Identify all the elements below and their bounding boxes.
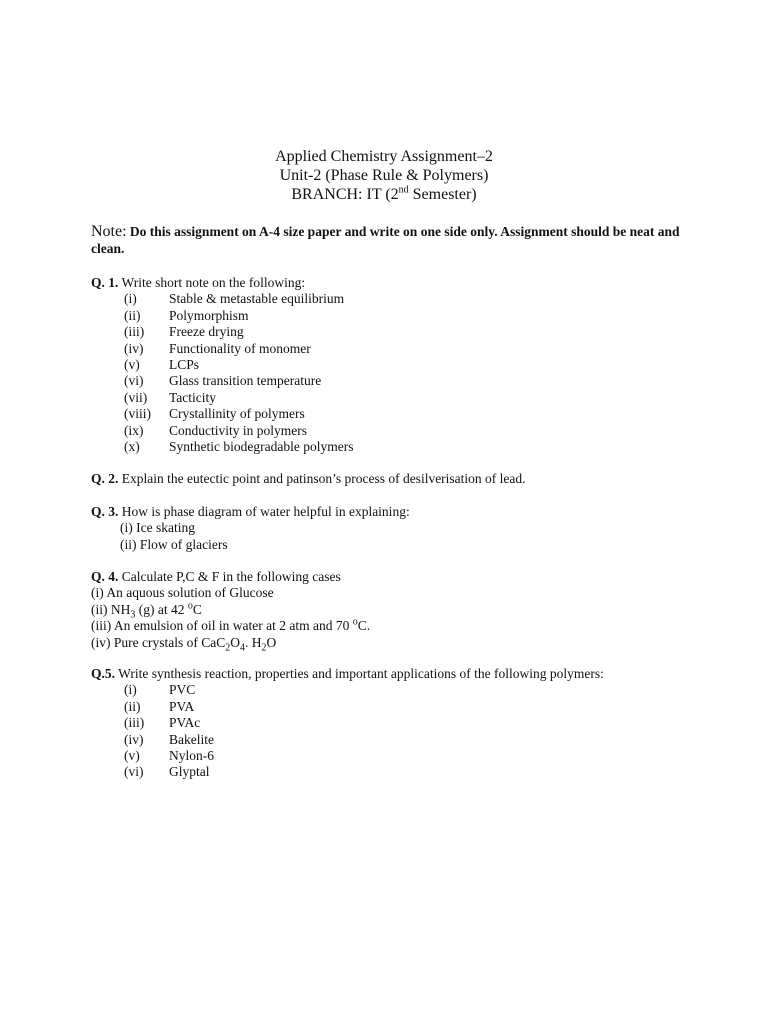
- list-item: (vii) Tacticity: [124, 389, 217, 405]
- question-number: Q.5.: [91, 666, 116, 681]
- document-header: [0, 147, 768, 204]
- question-number: Q. 1.: [91, 275, 119, 290]
- list-item: (iv) Pure crystals of $CaC_2O_4$. $H_2O$: [91, 634, 277, 654]
- question-text: Calculate P,C & F in the following cases: [118, 569, 341, 584]
- question-number: Q. 2.: [91, 471, 119, 486]
- note-text: Do this assignment on A-4 size paper and write on one side only. Assignment should be neat and clean.: [91, 224, 680, 256]
- assignment-note: [91, 223, 691, 257]
- list-item: (ix) Conductivity in polymers: [124, 422, 307, 438]
- question-text: How is phase diagram of water helpful in explaining:: [118, 504, 410, 519]
- question-4: [91, 569, 371, 654]
- list-item: (v) LCPs: [124, 356, 200, 372]
- list-item: (ii) Polymorphism: [124, 307, 249, 323]
- question-text: Explain the eutectic point and patinson’s process of desilverisation of lead.: [118, 471, 526, 486]
- list-item: (i) PVC: [124, 682, 196, 698]
- list-item: (ii) PVA: [124, 698, 195, 714]
- question-5: [91, 666, 604, 781]
- list-item: (v) Nylon-6: [124, 747, 214, 763]
- list-item: (vi) Glyptal: [124, 764, 210, 780]
- unit-line: Unit-2 (Phase Rule & Polymers): [279, 167, 489, 184]
- question-number: Q. 3.: [91, 504, 119, 519]
- list-item: (iii) Freeze drying: [124, 324, 244, 340]
- question-1: [91, 275, 353, 455]
- list-item: (iv) Bakelite: [124, 731, 214, 747]
- question-3: [91, 504, 410, 553]
- list-item: (ii) Flow of glaciers: [120, 536, 228, 552]
- question-text: Write short note on the following:: [118, 275, 306, 290]
- question-5-items: [124, 682, 604, 780]
- document-title: Applied Chemistry Assignment–2: [275, 148, 493, 165]
- list-item: (i) An aquous solution of Glucose: [91, 585, 274, 601]
- list-item: (viii) Crystallinity of polymers: [124, 406, 305, 422]
- list-item: (x) Synthetic biodegradable polymers: [124, 438, 354, 454]
- branch-line: BRANCH: IT (2nd Semester): [291, 184, 477, 203]
- list-item: (iv) Functionality of monomer: [124, 340, 311, 356]
- list-item: (iii) An emulsion of oil in water at 2 atm and 70 $^o$C.: [91, 616, 371, 634]
- list-item: (ii) $NH_3$ (g) at 42 $^o$C: [91, 600, 202, 621]
- note-label: Note:: [91, 223, 127, 240]
- question-2: [91, 471, 526, 487]
- list-item: (vi) Glass transition temperature: [124, 373, 322, 389]
- question-text: Write synthesis reaction, properties and important applications of the following polymers:: [115, 666, 604, 681]
- question-number: Q. 4.: [91, 569, 119, 584]
- question-1-items: [124, 291, 353, 455]
- list-item: (i) Ice skating: [120, 520, 195, 536]
- list-item: (iii) PVAc: [124, 715, 201, 731]
- list-item: (i) Stable & metastable equilibrium: [124, 291, 345, 307]
